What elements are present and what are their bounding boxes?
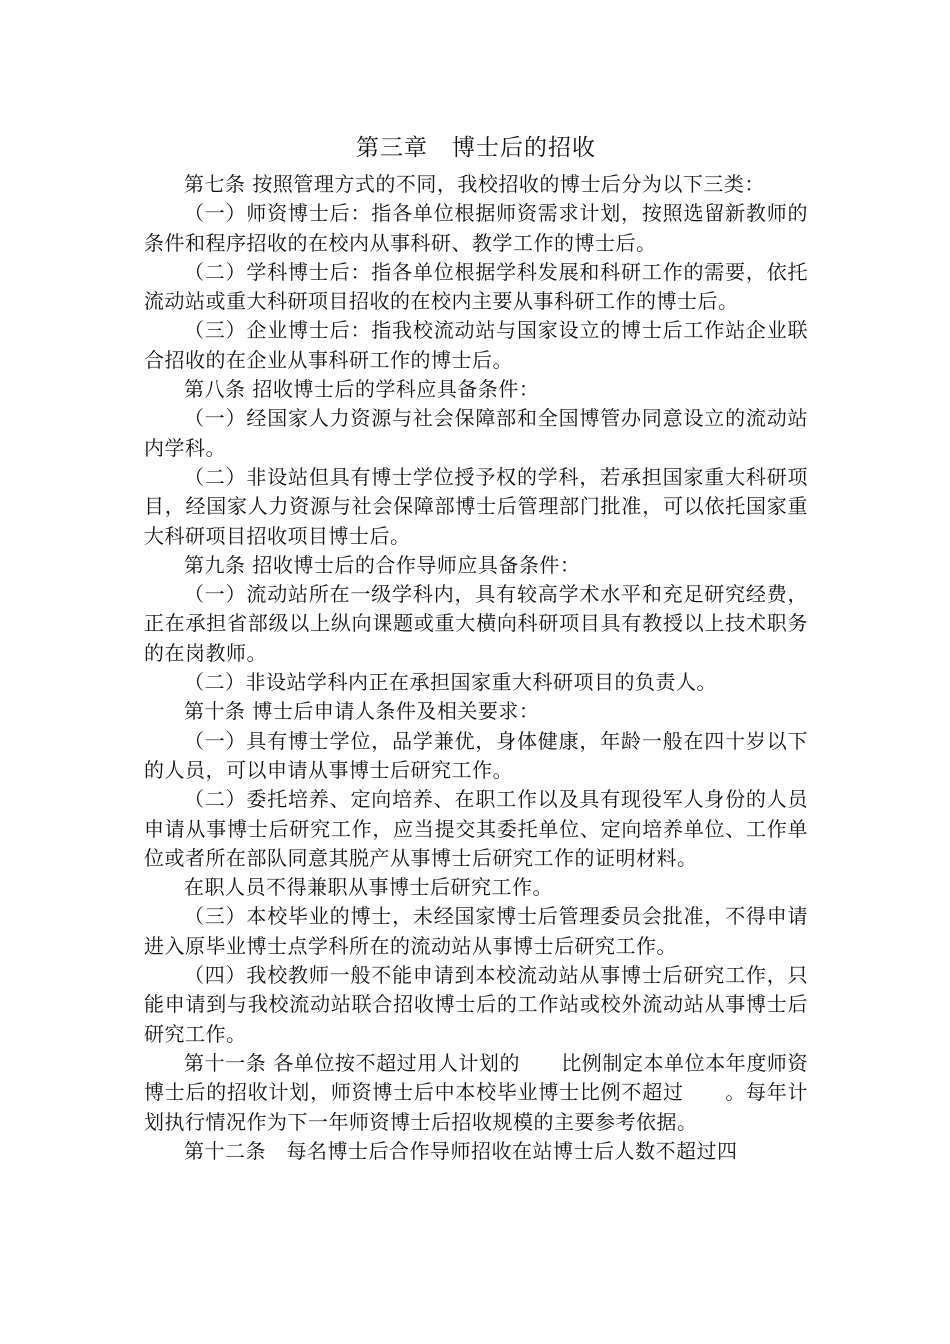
- article-10-item-4: （四）我校教师一般不能申请到本校流动站从事博士后研究工作，只能申请到与我校流动站联合招收博士后的工作站或校外流动站从事博士后研究工作。: [144, 963, 808, 1046]
- article-9-item-1: （一）流动站所在一级学科内，具有较高学术水平和充足研究经费，正在承担省部级以上纵向课题或重大横向科研项目具有教授以上技术职务的在岗教师。: [144, 582, 808, 665]
- article-8: 第八条 招收博士后的学科应具备条件：: [184, 377, 540, 402]
- article-8-item-2: （二）非设站但具有博士学位授予权的学科，若承担国家重大科研项目，经国家人力资源与社会保障部博士后管理部门批准，可以依托国家重大科研项目招收项目博士后。: [144, 464, 808, 548]
- article-7-item-2: （二）学科博士后：指各单位根据学科发展和科研工作的需要，依托流动站或重大科研项目招收的在校内主要从事科研工作的博士后。: [144, 259, 808, 314]
- article-10: 第十条 博士后申请人条件及相关要求：: [184, 699, 540, 724]
- article-12: 第十二条 每名博士后合作导师招收在站博士后人数不超过四: [184, 1138, 738, 1163]
- article-11: 第十一条 各单位按不超过用人计划的 比例制定本单位本年度师资博士后的招收计划，师资博士后中本校毕业博士比例不超过 。每年计划执行情况作为下一年师资博士后招收规模的主要参考依据。: [144, 1050, 808, 1134]
- chapter-title: 第三章 博士后的招收: [356, 135, 596, 161]
- article-10-item-2-note: 在职人员不得兼职从事博士后研究工作。: [184, 875, 553, 900]
- article-9-item-2: （二）非设站学科内正在承担国家重大科研项目的负责人。: [184, 670, 717, 695]
- document-page: [144, 128, 808, 1166]
- article-10-item-1: （一）具有博士学位，品学兼优，身体健康，年龄一般在四十岁以下的人员，可以申请从事博士后研究工作。: [144, 728, 808, 782]
- article-7-item-1: （一）师资博士后：指各单位根据师资需求计划，按照选留新教师的条件和程序招收的在校内从事科研、教学工作的博士后。: [144, 201, 808, 255]
- article-7: 第七条 按照管理方式的不同，我校招收的博士后分为以下三类：: [184, 172, 765, 196]
- article-7-item-3: （三）企业博士后：指我校流动站与国家设立的博士后工作站企业联合招收的在企业从事科研工作的博士后。: [144, 318, 808, 372]
- article-9: 第九条 招收博士后的合作导师应具备条件：: [184, 552, 581, 577]
- article-10-item-2: （二）委托培养、定向培养、在职工作以及具有现役军人身份的人员申请从事博士后研究工作，应当提交其委托单位、定向培养单位、工作单位或者所在部队同意其脱产从事博士后研究工作的证明材料。: [144, 787, 808, 870]
- article-8-item-1: （一）经国家人力资源与社会保障部和全国博管办同意设立的流动站内学科。: [144, 406, 808, 460]
- article-10-item-3: （三）本校毕业的博士，未经国家博士后管理委员会批准，不得申请进入原毕业博士点学科所在的流动站从事博士后研究工作。: [144, 904, 808, 958]
